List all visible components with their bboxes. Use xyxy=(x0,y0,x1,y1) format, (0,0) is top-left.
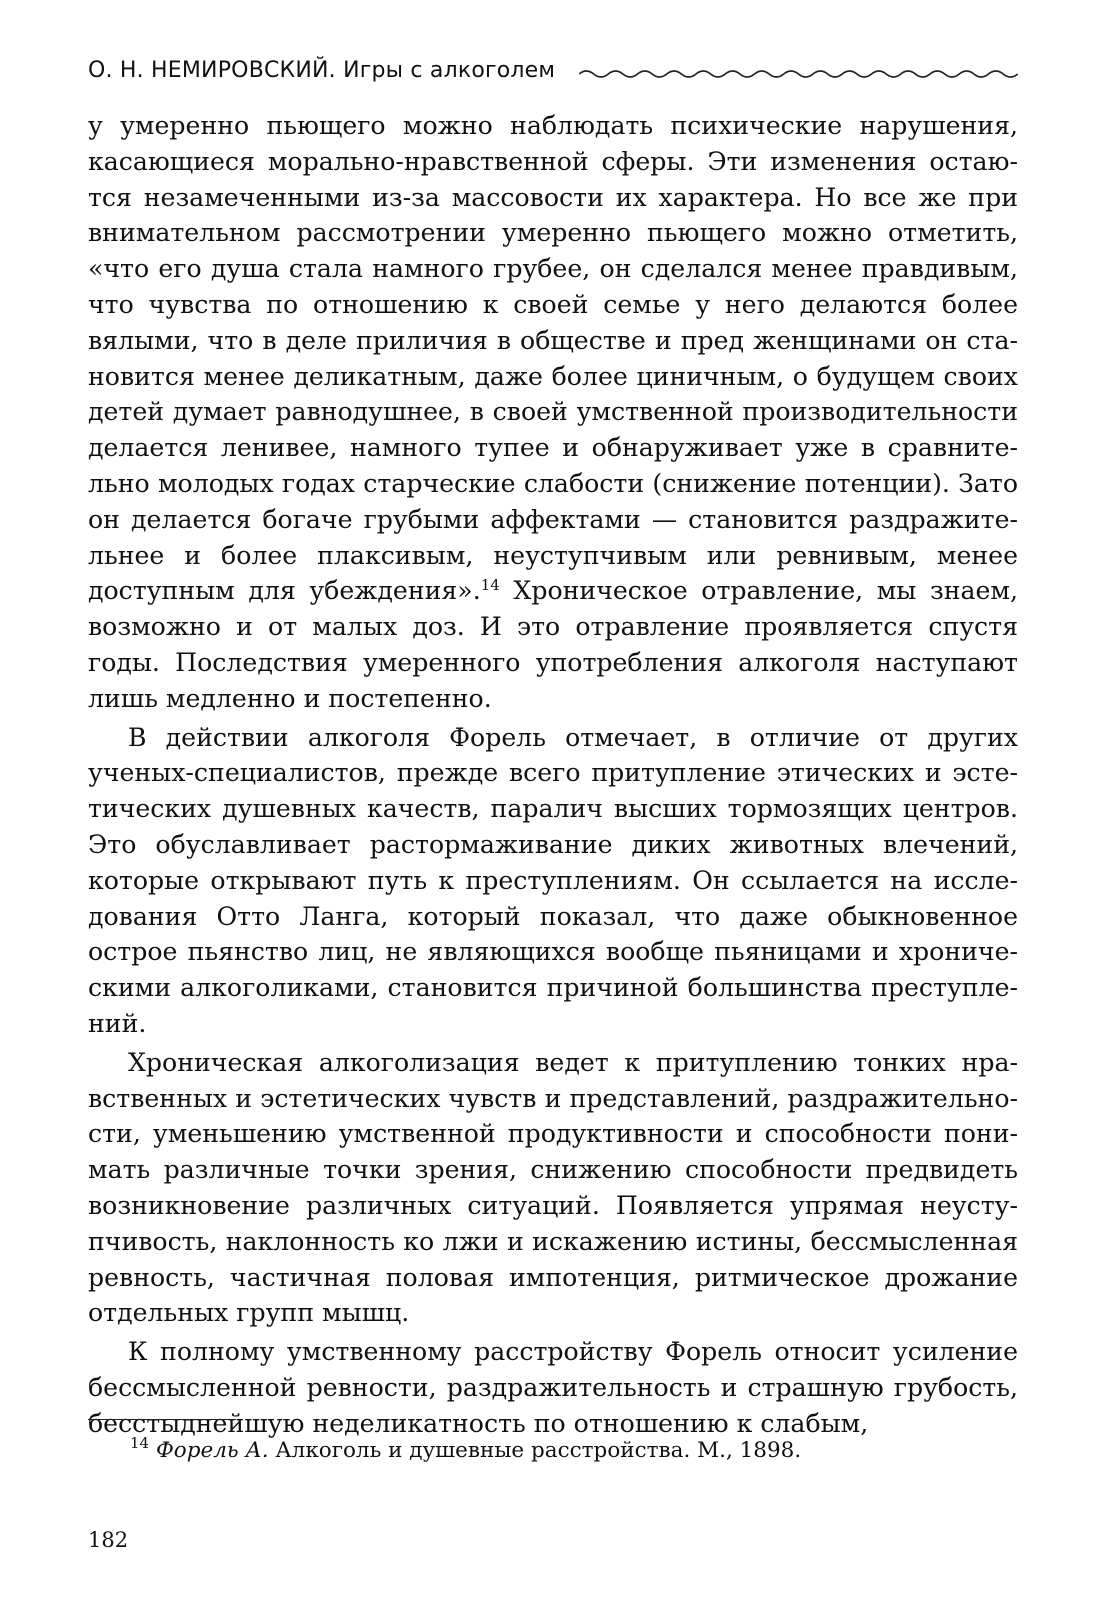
paragraph-2: В действии алкоголя Форель отмечает, в отличие от других ученых-специалистов, прежде всего притупление этических и эстетических душевных качеств, паралич высших тормозящих центров. Это обуславливает растормаживание диких животных влечений, которые открывают путь к преступлениям. Он ссылается на исследования Отто Ланга, который показал, что даже обыкновенное острое пьянство лиц, не являющихся вообще пьяницами и хроническими алкоголиками, становится причиной большинства преступлений. xyxy=(88,722,1018,1038)
paragraph-1 xyxy=(88,108,1018,717)
footnote-source: Алкоголь и душевные расстройства. М., 1898. xyxy=(268,1438,802,1463)
paragraph-1-continuation: Хроническое отравление, мы знаем, возможно и от малых доз. И это отравление проявляется спустя годы. Последствия умеренного употребления алкоголя наступают лишь медленно и постепенно. xyxy=(88,576,1019,713)
page-number: 182 xyxy=(88,1528,129,1552)
footnote-author: Форель А. xyxy=(155,1438,269,1463)
body-text xyxy=(88,108,1018,1441)
paragraph-4: К полному умственному расстройству Форель относит усиление бессмысленной ревности, раздражительность и страшную грубость, бесстыднейшую неделикатность по отношению к слабым, xyxy=(88,1337,1018,1438)
footnote-number: 14 xyxy=(130,1434,150,1452)
footnote xyxy=(130,1436,1010,1466)
running-header xyxy=(88,50,1018,90)
paragraph-1-text: у умеренно пьющего можно наблюдать психические нарушения, касающиеся морально-нравственной сферы. Эти изменения остаются незамеченными из-за массовости их характера. Но все же при внимательном рассмотрении умеренно пьющего можно отметить, «что его душа стала намного грубее, он сделался менее правдивым, что чувства по отношению к своей семье у него делаются более вялыми, что в деле приличия в обществе и пред женщинами он становится менее деликатным, даже более циничным, о будущем своих детей думает равнодушнее, в своей умственной производительности делается ленивее, намного тупее и обнаруживает уже в сравнительно молодых годах старческие слабости (снижение потенции). Зато он делается богаче грубыми аффектами — становится раздражительнее и более плаксивым, неуступчивым или ревнивым, менее доступным для убеждения». xyxy=(88,111,1018,606)
footnote-reference: 14 xyxy=(480,576,500,595)
running-header-title: О. Н. НЕМИРОВСКИЙ. Игры с алкоголем xyxy=(88,57,556,83)
wavy-ornament-icon xyxy=(579,66,1018,82)
paragraph-3: Хроническая алкоголизация ведет к притуплению тонких нравственных и эстетических чувств и представлений, раздражительности, уменьшению умственной продуктивности и способности понимать различные точки зрения, снижению способности предвидеть возникновение различных ситуаций. Появляется упрямая неуступчивость, наклонность ко лжи и искажению истины, бессмысленная ревность, частичная половая импотенция, ритмическое дрожание отдельных групп мышц. xyxy=(88,1047,1018,1328)
footnote-divider xyxy=(88,1419,236,1420)
